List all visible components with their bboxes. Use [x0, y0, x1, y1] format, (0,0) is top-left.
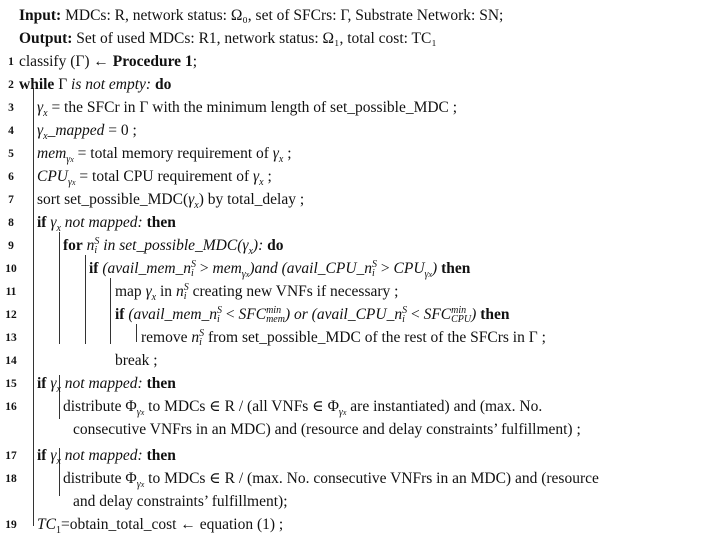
text: S — [217, 305, 223, 317]
text: x — [428, 270, 433, 280]
text: γ — [66, 154, 71, 166]
line-number: 10 — [5, 263, 17, 275]
text: < — [407, 306, 424, 323]
text: consecutive VNFrs in an MDC) and (resource and delay constraints’ fulfillment) ; — [73, 421, 581, 438]
keyword: if — [37, 447, 47, 464]
output-text: Set of used MDCs: R1, network status: Ω₁, total cost: TC₁ — [76, 30, 437, 47]
text: x — [140, 480, 145, 490]
text: i — [372, 268, 375, 280]
line-number: 15 — [5, 378, 17, 390]
text: = total CPU requirement of — [75, 168, 254, 185]
text: not mapped: — [64, 375, 143, 392]
text: creating new VNFs if necessary ; — [188, 283, 399, 300]
text: i — [217, 314, 220, 326]
procedure-ref: Procedure 1 — [112, 53, 193, 70]
line-number: 16 — [5, 401, 17, 413]
text: n — [191, 329, 200, 346]
line-number: 17 — [5, 450, 17, 462]
line-number: 11 — [5, 286, 17, 298]
text: ) — [471, 306, 477, 323]
text: γ — [136, 407, 141, 419]
text: n — [364, 260, 373, 277]
if10-block-bar — [110, 278, 111, 344]
text: x — [43, 131, 48, 143]
line-number: 13 — [5, 332, 17, 344]
text: _mapped — [47, 122, 105, 139]
text: break ; — [115, 352, 158, 369]
text: SFC — [423, 306, 452, 323]
text: x — [43, 108, 48, 120]
text: i — [402, 314, 405, 326]
text: CPU — [37, 168, 68, 185]
text: SFC — [238, 306, 267, 323]
text: x — [342, 408, 347, 418]
text: are instantiated) and (max. No. — [346, 398, 543, 415]
line-number: 7 — [8, 194, 14, 206]
text: mem — [266, 314, 285, 326]
keyword: if — [115, 306, 125, 323]
keyword: if — [37, 375, 47, 392]
text: )and — [249, 260, 282, 277]
text: classify (Γ) ← — [19, 53, 109, 70]
line-number: 9 — [8, 240, 14, 252]
text: ; — [192, 53, 197, 70]
if8-block-bar — [59, 232, 60, 344]
text: ) by total_delay ; — [198, 191, 305, 208]
text: γ — [253, 168, 260, 185]
text: γ — [424, 269, 429, 281]
line-number: 1 — [8, 56, 14, 68]
output-label: Output: — [19, 30, 73, 47]
text: = 0 ; — [104, 122, 137, 139]
line-number: 12 — [5, 309, 17, 321]
keyword: if — [37, 214, 47, 231]
text: (avail_CPU_ — [281, 260, 365, 277]
text: i — [199, 337, 202, 349]
text: γ — [37, 99, 44, 116]
text: not mapped: — [64, 447, 143, 464]
text: S — [199, 328, 205, 340]
keyword: then — [146, 447, 176, 464]
text: x — [56, 384, 61, 396]
text: γ — [242, 237, 249, 254]
text: x — [151, 292, 157, 304]
text: TC — [37, 516, 56, 533]
text: CPU — [451, 314, 472, 326]
text: mem — [212, 260, 242, 277]
text: γ — [50, 447, 57, 464]
keyword: then — [480, 306, 510, 323]
text: x — [56, 223, 61, 235]
text: > — [377, 260, 394, 277]
text: γ — [241, 269, 246, 281]
text: γ — [136, 479, 141, 491]
text: S — [183, 282, 189, 294]
keyword: while — [19, 76, 55, 93]
text: in — [156, 283, 176, 300]
for9-block-bar — [85, 255, 86, 344]
text: S — [402, 305, 408, 317]
text: 1 — [55, 525, 61, 537]
text: n — [175, 283, 184, 300]
text: min — [266, 305, 282, 317]
text: remove — [141, 329, 192, 346]
input-text: MDCs: R, network status: Ω₀, set of SFCrs: Γ, Substrate Network: SN; — [65, 7, 504, 24]
line-number: 6 — [8, 171, 14, 183]
text: distribute Φ — [63, 398, 137, 415]
text: Γ — [58, 76, 68, 93]
text: = the SFCr in Γ with the minimum length of set_possible_MDC ; — [47, 99, 458, 116]
text: > — [196, 260, 213, 277]
text: γ — [188, 191, 195, 208]
text: S — [94, 236, 100, 248]
line-number: 19 — [5, 519, 17, 531]
text: x — [259, 177, 264, 189]
text: (avail_mem_ — [102, 260, 184, 277]
text: x — [56, 456, 61, 468]
text: = total memory requirement of — [73, 145, 273, 162]
keyword: if — [89, 260, 99, 277]
text: ) — [432, 260, 438, 277]
text: not mapped: — [64, 214, 143, 231]
line-number: 3 — [8, 102, 14, 114]
text: n — [183, 260, 192, 277]
text: to MDCs ∈ R / (all VNFs ∈ Φ — [144, 398, 339, 415]
text: γ — [272, 145, 279, 162]
text: S — [372, 259, 378, 271]
text: S — [191, 259, 197, 271]
text: n — [394, 306, 403, 323]
text: x — [278, 154, 284, 166]
text: < — [222, 306, 239, 323]
line-number: 8 — [8, 217, 14, 229]
text: mem — [37, 145, 67, 162]
text: min — [451, 305, 467, 317]
line-number: 14 — [5, 355, 17, 367]
text: n — [86, 237, 95, 254]
text: γ — [338, 407, 343, 419]
text: is not empty: — [71, 76, 152, 93]
text: from set_possible_MDC of the rest of the SFCrs in Γ ; — [204, 329, 546, 346]
text: x — [70, 155, 74, 165]
text: map — [115, 283, 146, 300]
text: (avail_CPU_ — [311, 306, 395, 323]
text: x — [71, 178, 76, 188]
line-number: 18 — [5, 473, 17, 485]
input-label: Input: — [19, 7, 62, 24]
text: in set_possible_MDC( — [103, 237, 243, 254]
text: γ — [68, 177, 72, 189]
text: (avail_mem_ — [128, 306, 210, 323]
text: i — [94, 245, 98, 257]
text: =obtain_total_cost ← equation (1) ; — [60, 516, 284, 533]
keyword: then — [146, 214, 176, 231]
text: x — [248, 246, 253, 258]
text: distribute Φ — [63, 470, 137, 487]
keyword: then — [441, 260, 471, 277]
keyword: do — [154, 76, 172, 93]
text: i — [191, 268, 194, 280]
text: and delay constraints’ fulfillment); — [73, 493, 288, 510]
while-block-bar — [33, 88, 34, 526]
text: CPU — [393, 260, 425, 277]
text: sort set_possible_MDC( — [37, 191, 189, 208]
text: γ — [145, 283, 152, 300]
keyword: for — [63, 237, 83, 254]
text: x — [140, 408, 145, 418]
line-number: 2 — [8, 79, 14, 91]
line-number: 4 — [8, 125, 14, 137]
keyword: then — [146, 375, 176, 392]
text: n — [209, 306, 218, 323]
text: x — [245, 270, 250, 280]
text: x — [194, 200, 199, 212]
text: γ — [37, 122, 44, 139]
text: ) or — [284, 306, 312, 323]
text: γ — [50, 375, 57, 392]
text: i — [183, 291, 187, 303]
line-number: 5 — [8, 148, 14, 160]
text: γ — [50, 214, 57, 231]
keyword: do — [267, 237, 284, 254]
text: to MDCs ∈ R / (max. No. consecutive VNFrs in an MDC) and (resource — [144, 470, 599, 487]
text: ): — [252, 237, 264, 254]
